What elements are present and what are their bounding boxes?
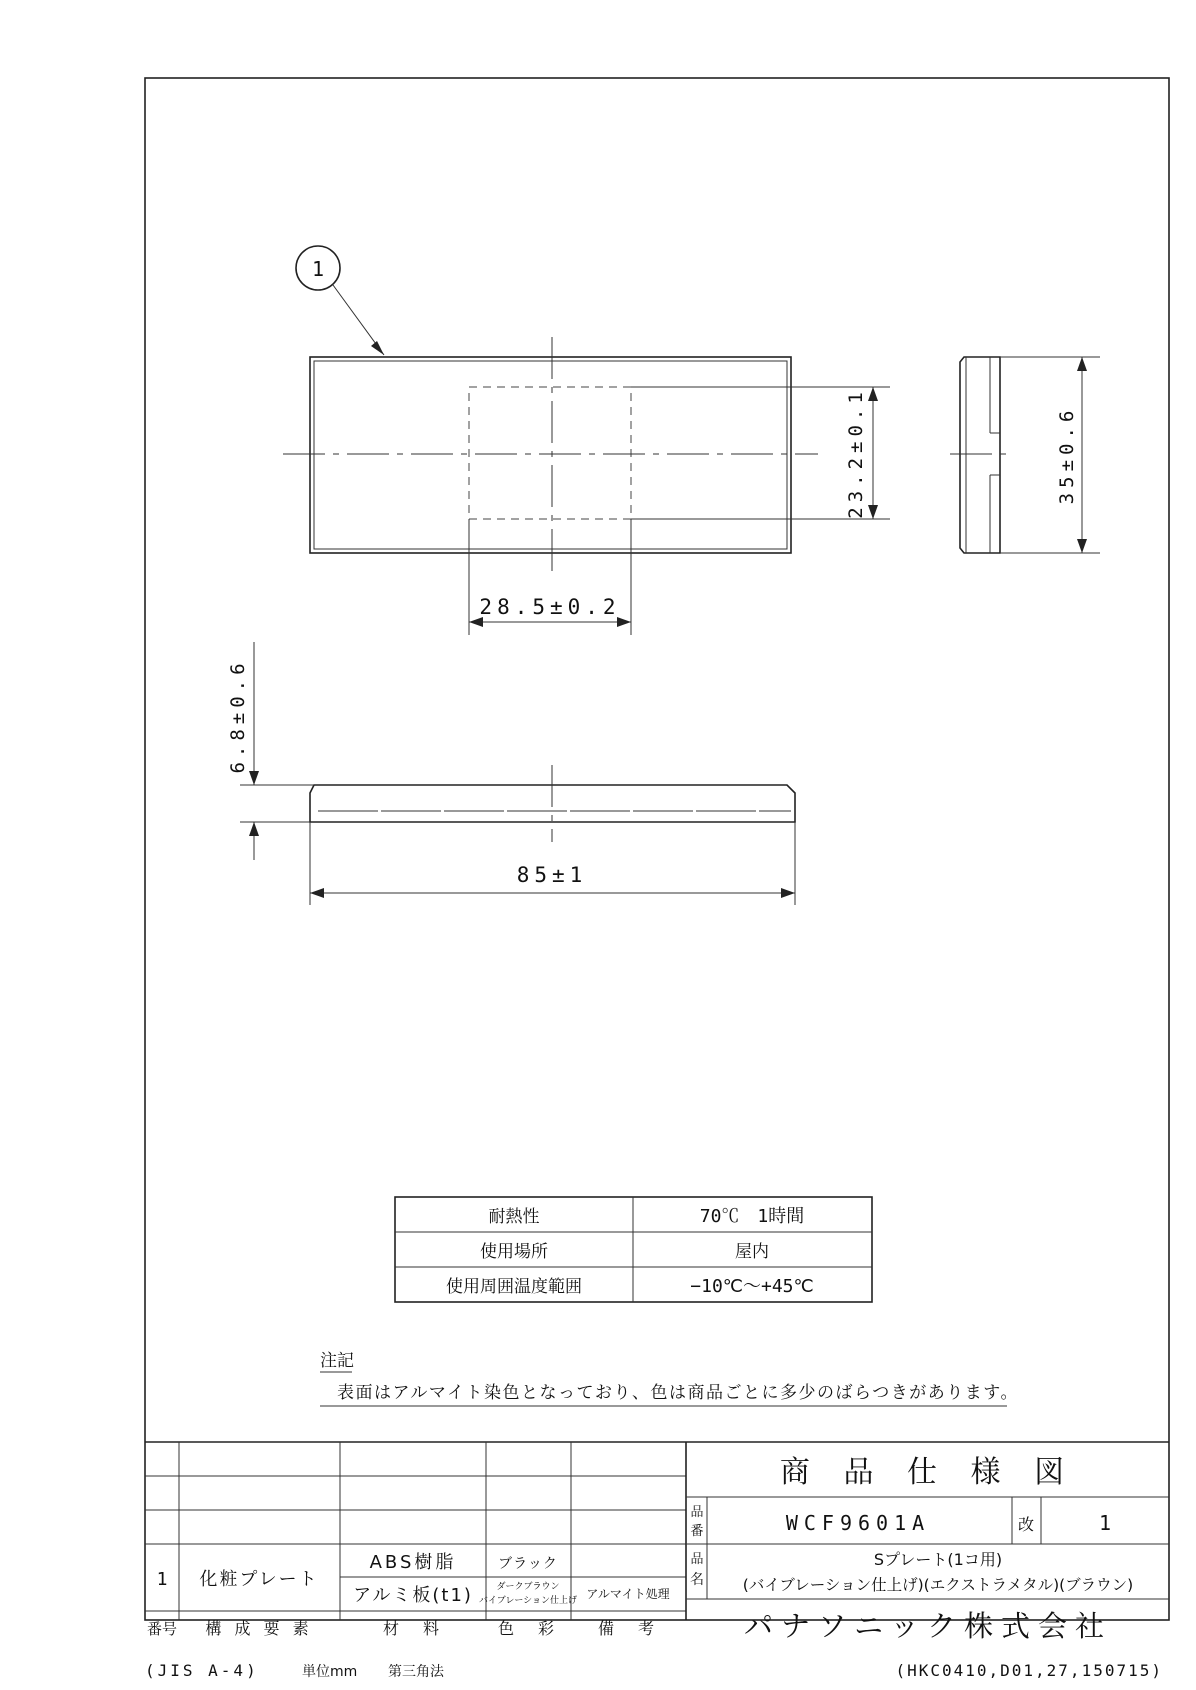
svg-text:品: 品	[690, 1505, 704, 1520]
spec-value-heat: 70℃ 1時間	[699, 1206, 805, 1227]
product-name-2: (バイブレーション仕上げ)(エクストラメタル)(ブラウン)	[742, 1576, 1134, 1594]
dim-hole-height: 23.2±0.1	[845, 387, 867, 519]
header-material: 材 料	[382, 1619, 444, 1638]
bottom-view	[227, 642, 795, 905]
side-view	[950, 357, 1100, 553]
notes-text: 表面はアルマイト染色となっており、色は商品ごとに多少のばらつきがあります。	[337, 1383, 1019, 1403]
title-block	[686, 1442, 1169, 1643]
part-color-2a: ダークブラウン	[496, 1582, 560, 1592]
footer-unit: 単位mm	[302, 1664, 358, 1680]
dim-thickness: 6.8±0.6	[227, 658, 249, 774]
notes	[320, 1351, 1019, 1406]
plate-outline	[310, 357, 791, 553]
revision: 1	[1098, 1511, 1112, 1535]
parts-table	[145, 1442, 686, 1638]
header-color: 色 彩	[497, 1619, 559, 1638]
svg-text:名: 名	[690, 1572, 704, 1588]
footer-code: (HKC0410,D01,27,150715)	[895, 1661, 1163, 1680]
spec-table	[395, 1197, 872, 1302]
spec-label-temp: 使用周囲温度範囲	[446, 1277, 582, 1297]
part-material-1: ABS樹脂	[369, 1552, 457, 1573]
revision-label: 改	[1017, 1515, 1035, 1534]
part-element: 化粧プレート	[199, 1569, 319, 1590]
dim-plate-height: 35±0.6	[1056, 405, 1078, 505]
footer-projection: 第三角法	[388, 1664, 444, 1680]
part-number: 1	[156, 1569, 168, 1590]
title: 商 品 仕 様 図	[779, 1455, 1077, 1490]
header-number: 番号	[146, 1620, 178, 1638]
spec-value-place: 屋内	[735, 1242, 769, 1262]
product-name-1: Sプレート(1コ用)	[873, 1550, 1003, 1569]
product-number: WCF9601A	[785, 1511, 931, 1535]
header-remarks: 備 考	[597, 1619, 659, 1638]
part-color-2b: バイブレーション仕上げ	[478, 1596, 578, 1606]
leader-arrow	[371, 341, 384, 355]
spec-label-place: 使用場所	[480, 1242, 548, 1262]
hidden-hole	[469, 387, 631, 519]
header-element: 構 成 要 素	[205, 1619, 313, 1638]
svg-text:品: 品	[690, 1552, 704, 1567]
part-remarks-2: アルマイト処理	[586, 1587, 670, 1601]
plate-inner-edge	[314, 361, 787, 549]
notes-heading: 注記	[320, 1351, 354, 1371]
spec-value-temp: −10℃～+45℃	[690, 1276, 814, 1297]
dim-plate-width: 85±1	[516, 863, 588, 887]
svg-text:番: 番	[690, 1524, 704, 1539]
part-color-1: ブラック	[498, 1556, 558, 1572]
part-material-2: アルミ板(t1)	[353, 1585, 473, 1606]
company: パナソニック株式会社	[744, 1609, 1112, 1643]
footer-standard: (JIS A-4)	[145, 1661, 259, 1680]
spec-label-heat: 耐熱性	[488, 1207, 540, 1227]
front-view	[283, 246, 890, 635]
footer	[145, 1661, 1163, 1680]
balloon-number: 1	[311, 257, 325, 281]
dim-hole-width: 28.5±0.2	[479, 595, 621, 619]
